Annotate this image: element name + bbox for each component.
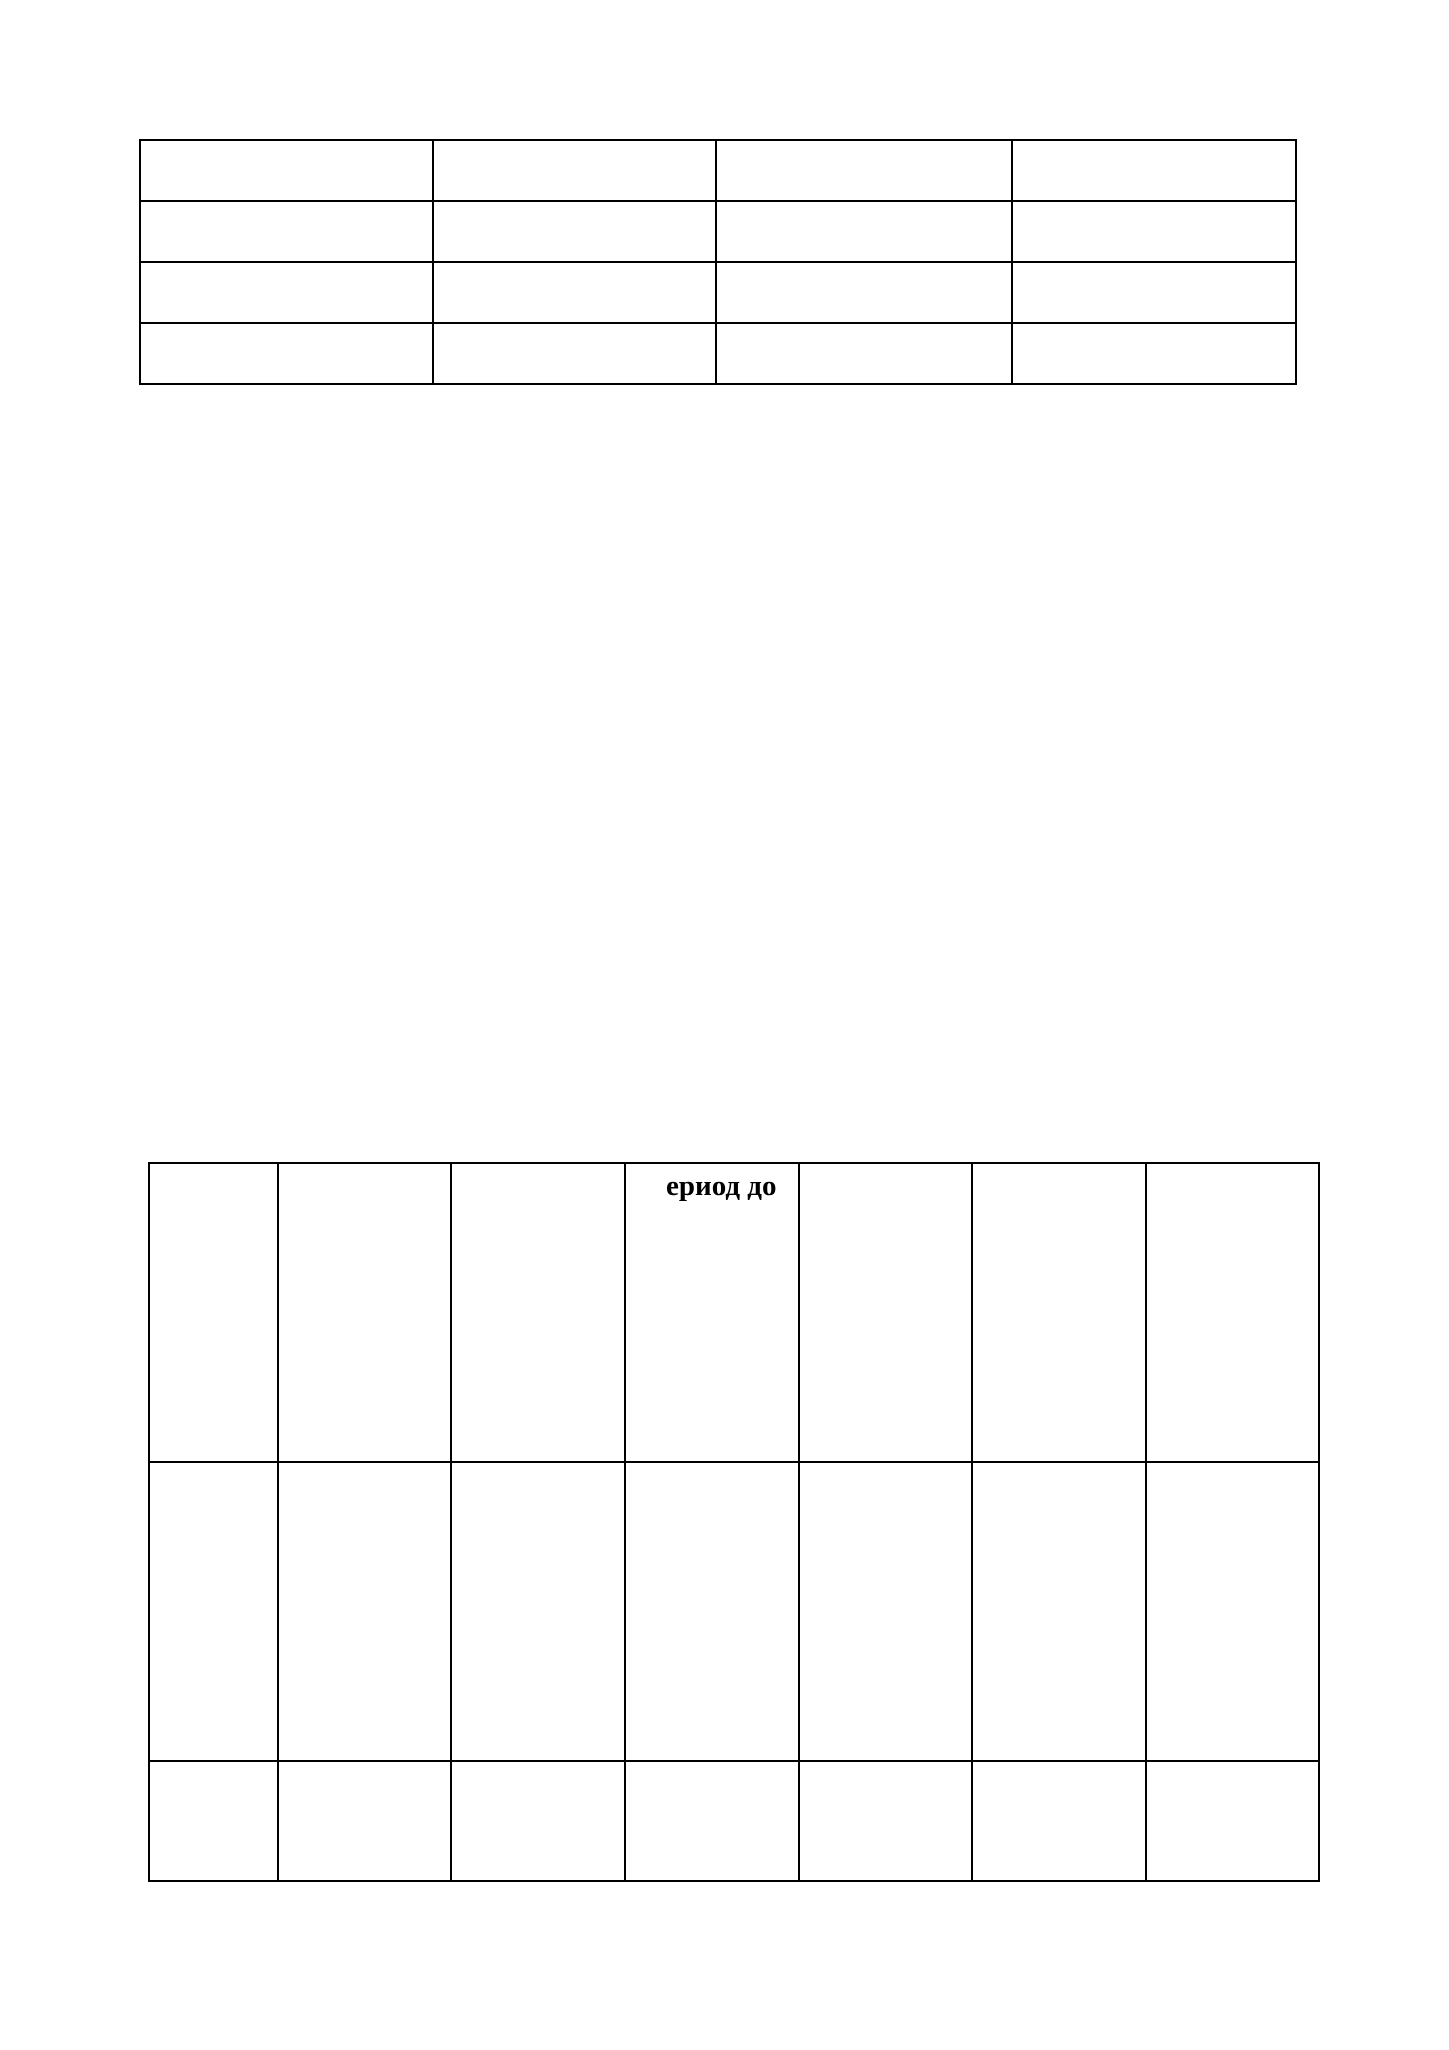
table-cell — [625, 1163, 799, 1462]
table-cell — [140, 140, 433, 201]
table-row — [140, 323, 1296, 384]
table-cell — [716, 323, 1012, 384]
table-cell — [1012, 323, 1296, 384]
table-row — [149, 1163, 1319, 1462]
table-cell — [1012, 140, 1296, 201]
header-cell-text: ериод до — [666, 1170, 777, 1202]
table-cell — [1012, 262, 1296, 323]
table-cell — [451, 1761, 625, 1881]
table-cell — [1146, 1462, 1319, 1761]
table-cell — [972, 1462, 1146, 1761]
table-row — [140, 140, 1296, 201]
table-cell — [451, 1163, 625, 1462]
table-cell — [433, 140, 716, 201]
table-cell — [149, 1163, 278, 1462]
table-row — [149, 1462, 1319, 1761]
table-row — [140, 262, 1296, 323]
table-cell — [140, 323, 433, 384]
table-row — [140, 201, 1296, 262]
table-cell — [625, 1761, 799, 1881]
table-cell — [1012, 201, 1296, 262]
table-cell — [1146, 1761, 1319, 1881]
table-cell — [140, 201, 433, 262]
table-row — [149, 1761, 1319, 1881]
table-cell — [625, 1462, 799, 1761]
table-cell — [278, 1462, 451, 1761]
table-cell — [433, 262, 716, 323]
table-cell — [716, 262, 1012, 323]
table-cell — [972, 1163, 1146, 1462]
table-cell — [451, 1462, 625, 1761]
table-cell — [278, 1761, 451, 1881]
table-cell — [140, 262, 433, 323]
table-cell — [716, 140, 1012, 201]
table-cell — [972, 1761, 1146, 1881]
bottom-table — [148, 1162, 1320, 1882]
table-cell — [799, 1163, 972, 1462]
table-cell — [1146, 1163, 1319, 1462]
table-cell — [433, 323, 716, 384]
table-cell — [278, 1163, 451, 1462]
table-cell — [716, 201, 1012, 262]
table-cell — [799, 1761, 972, 1881]
table-cell — [799, 1462, 972, 1761]
top-table — [139, 139, 1297, 385]
table-cell — [149, 1462, 278, 1761]
table-cell — [433, 201, 716, 262]
table-cell — [149, 1761, 278, 1881]
